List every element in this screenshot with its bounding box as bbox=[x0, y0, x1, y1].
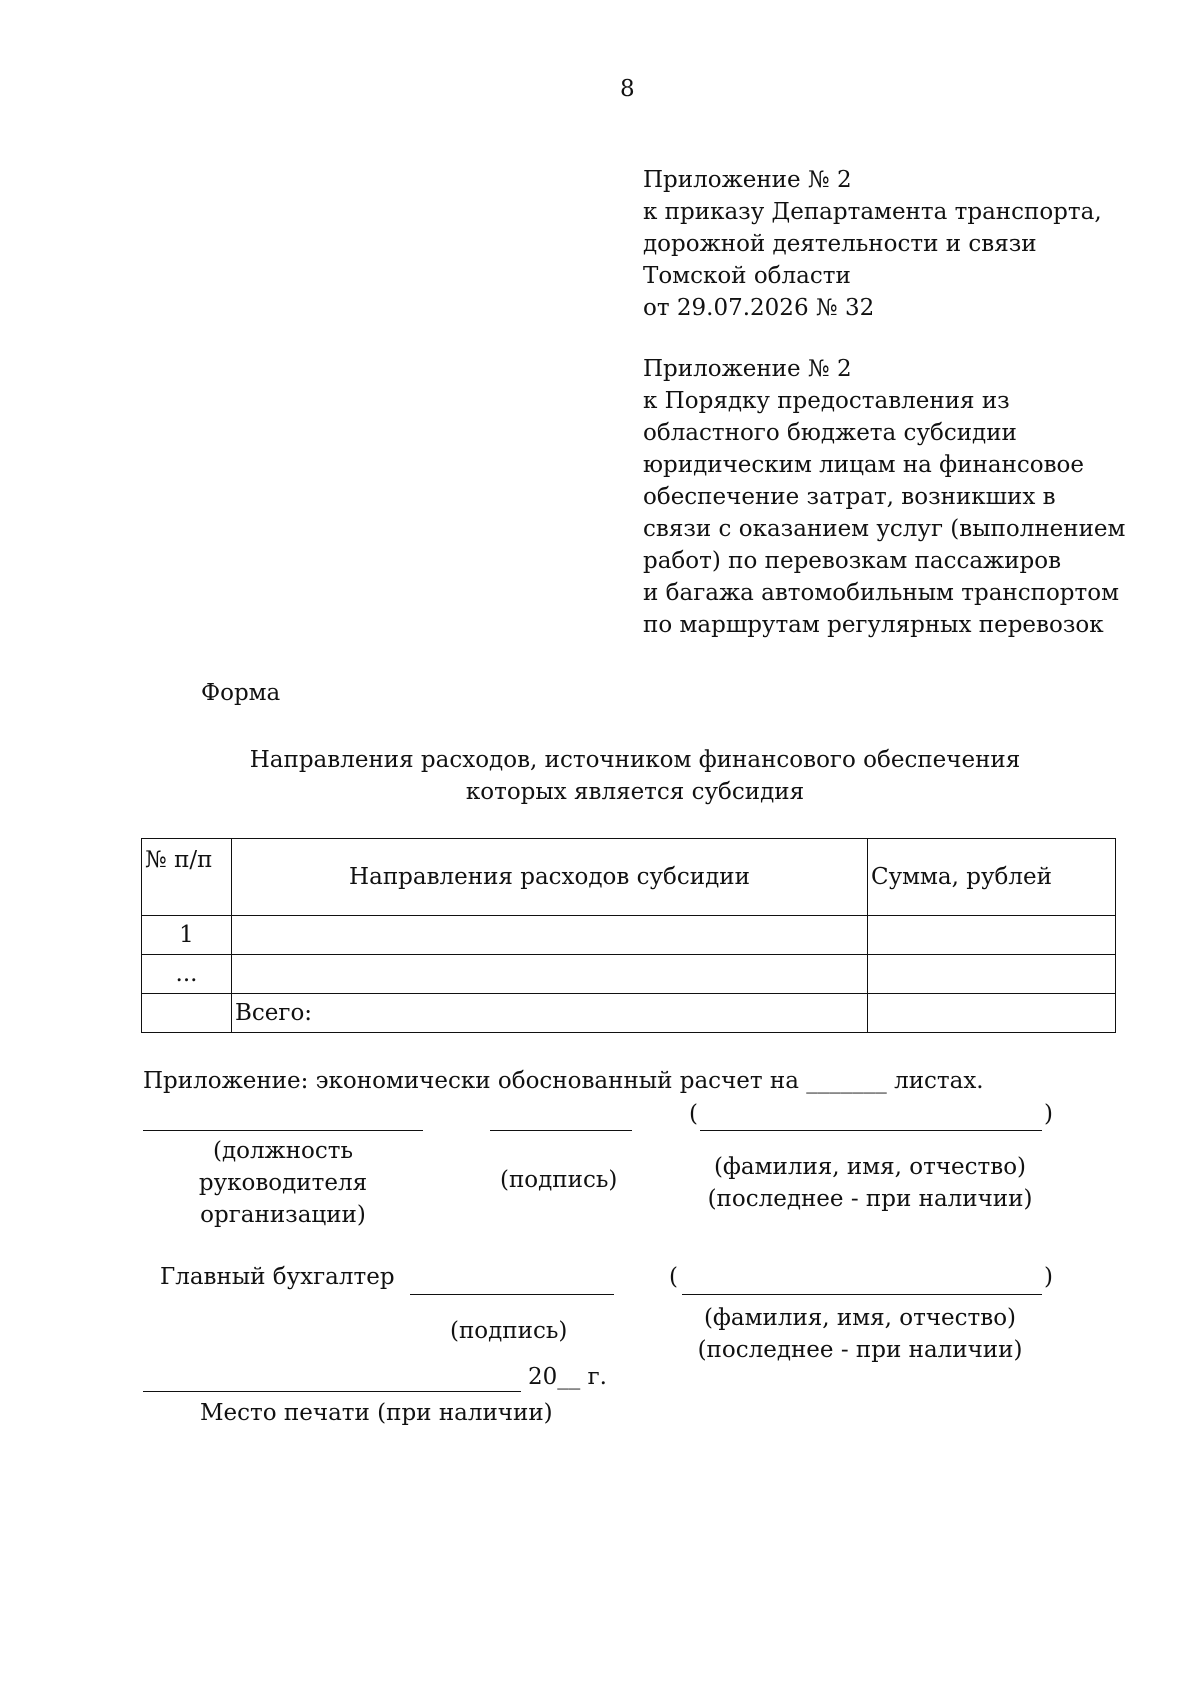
close-paren: ) bbox=[1044, 1264, 1053, 1290]
title-line: Направления расходов, источником финансового обеспечения bbox=[249, 747, 1021, 773]
annex-order-line: Томской области bbox=[643, 263, 851, 289]
cell-sum[interactable] bbox=[868, 916, 1116, 955]
caption-line: (последнее - при наличии) bbox=[697, 1337, 1023, 1363]
close-paren: ) bbox=[1044, 1101, 1053, 1127]
stamp-place: Место печати (при наличии) bbox=[200, 1400, 553, 1426]
signature-caption: (подпись) bbox=[500, 1167, 618, 1193]
annex-procedure-line: и багажа автомобильным транспортом bbox=[643, 580, 1119, 606]
annex-order-block bbox=[643, 164, 1102, 324]
table-header-row bbox=[142, 839, 1116, 916]
annex-order-line: от 29.07.2026 № 32 bbox=[643, 295, 875, 321]
table-row bbox=[142, 916, 1116, 955]
position-caption bbox=[173, 1135, 393, 1231]
caption-line: организации) bbox=[200, 1202, 366, 1228]
annex-procedure-line: связи с оказанием услуг (выполнением bbox=[643, 516, 1126, 542]
cell-number: ... bbox=[142, 955, 232, 994]
annex-procedure-line: Приложение № 2 bbox=[643, 356, 852, 382]
accountant-name-caption bbox=[690, 1302, 1030, 1366]
cell-number bbox=[142, 994, 232, 1033]
cell-total-label: Всего: bbox=[232, 994, 868, 1033]
annex-procedure-line: юридическим лицам на финансовое bbox=[643, 452, 1085, 478]
annex-procedure-block bbox=[643, 353, 1125, 641]
caption-line: (последнее - при наличии) bbox=[707, 1186, 1033, 1212]
table-total-row bbox=[142, 994, 1116, 1033]
cell-sum[interactable] bbox=[868, 955, 1116, 994]
open-paren: ( bbox=[669, 1264, 678, 1290]
accountant-signature-caption: (подпись) bbox=[450, 1318, 568, 1344]
chief-accountant-label: Главный бухгалтер bbox=[160, 1264, 395, 1290]
form-label: Форма bbox=[201, 680, 281, 706]
annex-order-line: к приказу Департамента транспорта, bbox=[643, 199, 1102, 225]
annex-order-line: Приложение № 2 bbox=[643, 167, 852, 193]
title-line: которых является субсидия bbox=[465, 779, 805, 805]
page-number: 8 bbox=[620, 76, 635, 102]
annex-procedure-line: работ) по перевозкам пассажиров bbox=[643, 548, 1062, 574]
accountant-name-line[interactable] bbox=[682, 1294, 1042, 1295]
appendix-text: Приложение: экономически обоснованный расчет на _______ листах. bbox=[143, 1068, 984, 1094]
date-line[interactable] bbox=[143, 1391, 521, 1392]
name-caption bbox=[700, 1151, 1040, 1215]
document-title bbox=[200, 744, 1070, 808]
header-number: № п/п bbox=[142, 839, 232, 916]
annex-procedure-line: по маршрутам регулярных перевозок bbox=[643, 612, 1104, 638]
caption-line: (должность bbox=[212, 1138, 354, 1164]
annex-procedure-line: обеспечение затрат, возникших в bbox=[643, 484, 1056, 510]
expenses-table bbox=[141, 838, 1116, 1033]
header-sum: Сумма, рублей bbox=[868, 839, 1116, 916]
annex-order-line: дорожной деятельности и связи bbox=[643, 231, 1037, 257]
name-line[interactable] bbox=[700, 1130, 1042, 1131]
signature-line[interactable] bbox=[490, 1130, 632, 1131]
cell-direction[interactable] bbox=[232, 955, 868, 994]
accountant-signature-line[interactable] bbox=[410, 1294, 614, 1295]
cell-number: 1 bbox=[142, 916, 232, 955]
open-paren: ( bbox=[689, 1101, 698, 1127]
annex-procedure-line: областного бюджета субсидии bbox=[643, 420, 1017, 446]
caption-line: (фамилия, имя, отчество) bbox=[713, 1154, 1027, 1180]
caption-line: (фамилия, имя, отчество) bbox=[703, 1305, 1017, 1331]
position-line[interactable] bbox=[143, 1130, 423, 1131]
header-direction: Направления расходов субсидии bbox=[232, 839, 868, 916]
cell-direction[interactable] bbox=[232, 916, 868, 955]
annex-procedure-line: к Порядку предоставления из bbox=[643, 388, 1010, 414]
cell-total-sum[interactable] bbox=[868, 994, 1116, 1033]
table-row bbox=[142, 955, 1116, 994]
caption-line: руководителя bbox=[198, 1170, 368, 1196]
year-text: 20__ г. bbox=[528, 1364, 607, 1390]
